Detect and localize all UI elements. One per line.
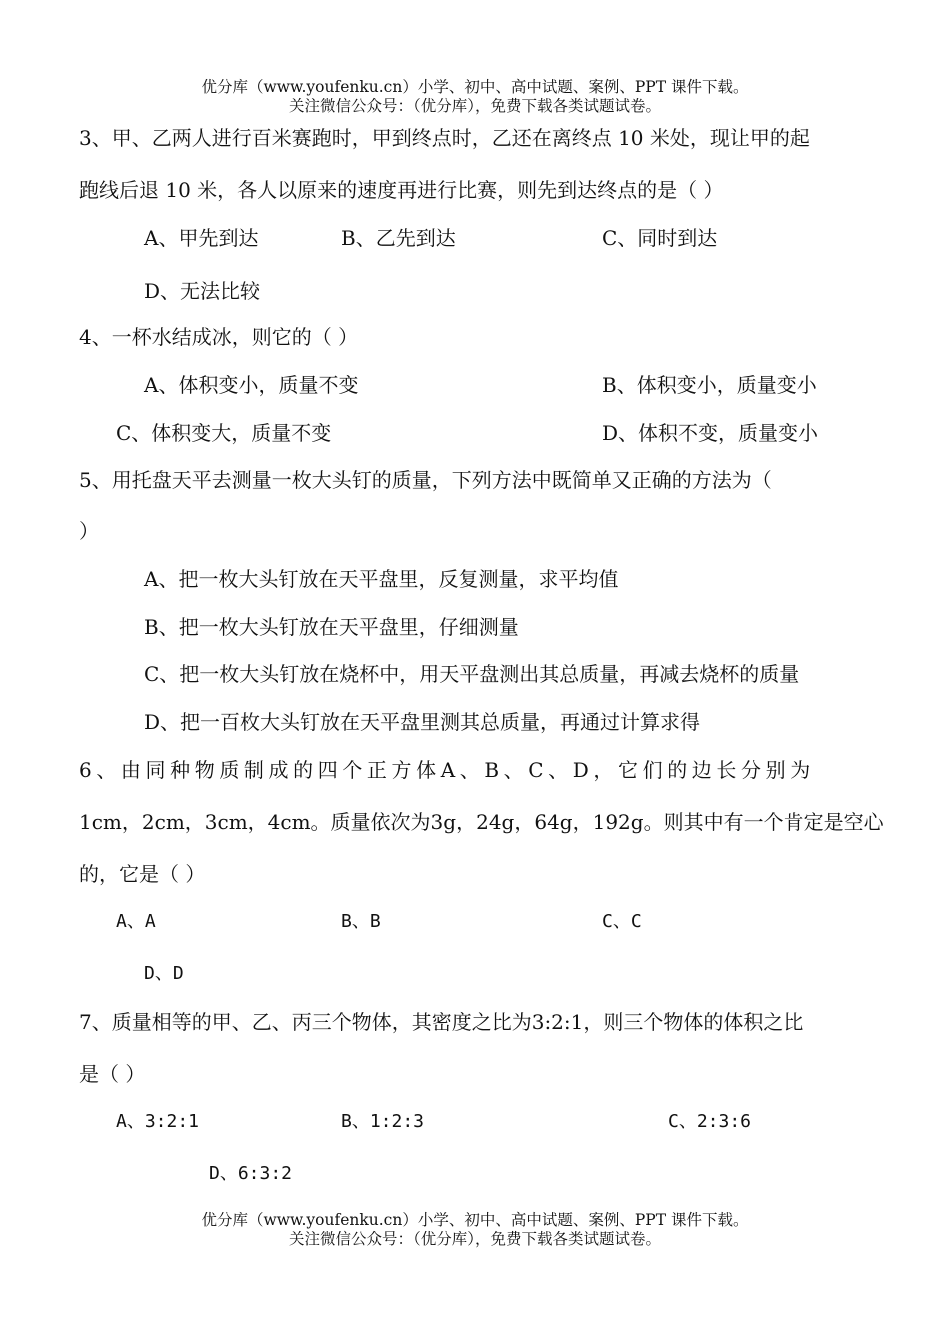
q3-option-b: B、乙先到达: [341, 226, 456, 250]
q7-option-a: A、3:2:1: [116, 1111, 200, 1132]
page-footer: [0, 1211, 950, 1249]
q3-option-d: D、无法比较: [144, 279, 261, 303]
q4-option-d: D、体积不变，质量变小: [602, 421, 819, 445]
q7-option-d: D、6:3:2: [209, 1163, 293, 1184]
q4-option-b: B、体积变小，质量变小: [602, 373, 817, 397]
q7-stem-line-1: 7、质量相等的甲、乙、丙三个物体，其密度之比为3:2:1，则三个物体的体积之比: [79, 1010, 804, 1034]
q3-option-a: A、甲先到达: [144, 226, 259, 250]
q4-option-a: A、体积变小，质量不变: [144, 373, 359, 397]
q6-stem-line-3: 的，它是（ ）: [79, 862, 206, 886]
q4-stem: 4、一杯水结成冰，则它的（ ）: [79, 325, 359, 349]
q5-option-d: D、把一百枚大头钉放在天平盘里测其总质量，再通过计算求得: [144, 710, 701, 734]
header-line-2: 关注微信公众号：（优分库），免费下载各类试题试卷。: [288, 97, 661, 115]
q6-stem-line-2: 1cm，2cm，3cm，4cm。质量依次为3g，24g，64g，192g。则其中有一个肯定是空心: [79, 810, 884, 834]
q5-option-c: C、把一枚大头钉放在烧杯中，用天平盘测出其总质量，再减去烧杯的质量: [144, 662, 800, 686]
header-line-1: 优分库（www.youfenku.cn）小学、初中、高中试题、案例、PPT 课件下载。: [201, 78, 749, 96]
q6-option-a: A、A: [116, 911, 156, 932]
q5-option-a: A、把一枚大头钉放在天平盘里，反复测量，求平均值: [144, 567, 619, 591]
q3-option-c: C、同时到达: [602, 226, 718, 250]
q4-option-c: C、体积变大，质量不变: [116, 421, 332, 445]
q5-stem-line-1: 5、用托盘天平去测量一枚大头钉的质量，下列方法中既简单又正确的方法为（: [79, 468, 772, 492]
q6-stem-line-1: 6、由同种物质制成的四个正方体A、B、C、D，它们的边长分别为: [79, 758, 815, 782]
q7-option-c: C、2:3:6: [668, 1111, 752, 1132]
footer-line-2: 关注微信公众号：（优分库），免费下载各类试题试卷。: [288, 1230, 661, 1248]
q3-stem-line-2: 跑线后退 10 米，各人以原来的速度再进行比赛，则先到达终点的是（ ）: [79, 178, 724, 202]
q7-option-b: B、1:2:3: [341, 1111, 425, 1132]
q7-stem-line-2: 是（ ）: [79, 1062, 146, 1086]
q5-option-b: B、把一枚大头钉放在天平盘里，仔细测量: [144, 615, 519, 639]
page-header: [0, 78, 950, 116]
q6-option-d: D、D: [144, 963, 184, 984]
q6-option-b: B、B: [341, 911, 381, 932]
q5-stem-line-2: ）: [79, 519, 99, 543]
q6-option-c: C、C: [602, 911, 642, 932]
q3-stem-line-1: 3、甲、乙两人进行百米赛跑时，甲到终点时，乙还在离终点 10 米处，现让甲的起: [79, 126, 810, 150]
footer-line-1: 优分库（www.youfenku.cn）小学、初中、高中试题、案例、PPT 课件下载。: [201, 1211, 749, 1229]
